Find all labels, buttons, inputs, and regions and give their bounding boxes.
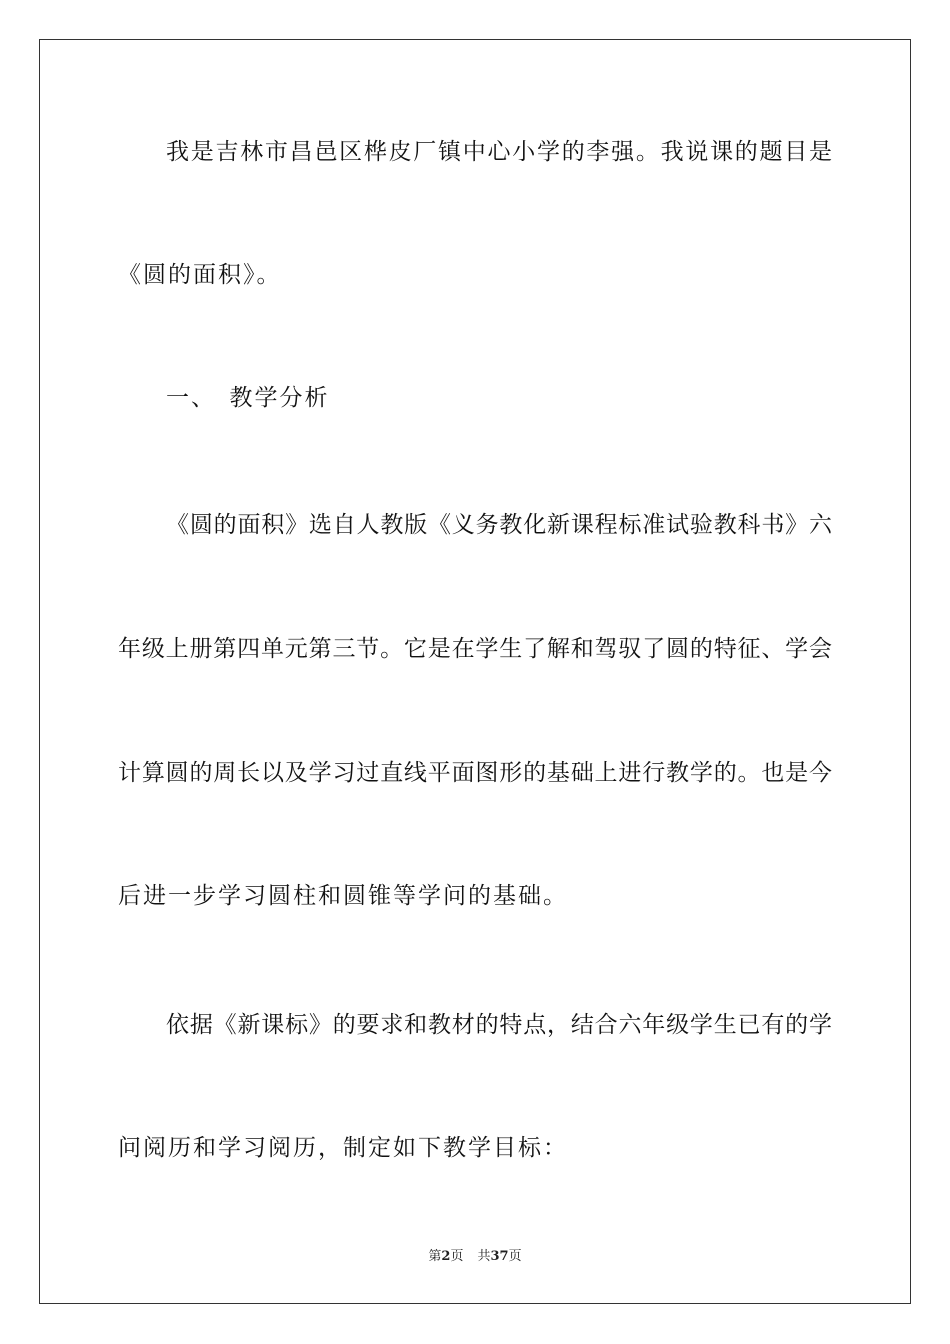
footer-page-number: 2: [441, 1249, 451, 1264]
footer-page-suffix: 页: [450, 1249, 464, 1264]
footer-total-pages: 37: [490, 1249, 509, 1264]
footer-total-suffix: 页: [508, 1249, 522, 1264]
paragraph-line-6: 计算圆的周长以及学习过直线平面图形的基础上进行教学的。也是今: [118, 760, 832, 786]
paragraph-line-2: 《圆的面积》。: [118, 262, 282, 288]
footer-total-prefix: 共: [477, 1249, 491, 1264]
paragraph-line-9: 问阅历和学习阅历，制定如下教学目标：: [118, 1135, 568, 1161]
paragraph-line-7: 后进一步学习圆柱和圆锥等学问的基础。: [118, 883, 568, 909]
footer-page-prefix: 第: [428, 1249, 442, 1264]
paragraph-line-8: 依据《新课标》的要求和教材的特点，结合六年级学生已有的学: [166, 1012, 832, 1038]
page-border: [39, 39, 911, 1304]
paragraph-line-1: 我是吉林市昌邑区桦皮厂镇中心小学的李强。我说课的题目是: [166, 139, 832, 165]
page-footer: [0, 1248, 950, 1266]
section-heading-1: 一、 教学分析: [166, 385, 330, 411]
paragraph-line-5: 年级上册第四单元第三节。它是在学生了解和驾驭了圆的特征、学会: [118, 636, 832, 662]
paragraph-line-4: 《圆的面积》选自人教版《义务教化新课程标准试验教科书》六: [166, 512, 832, 538]
